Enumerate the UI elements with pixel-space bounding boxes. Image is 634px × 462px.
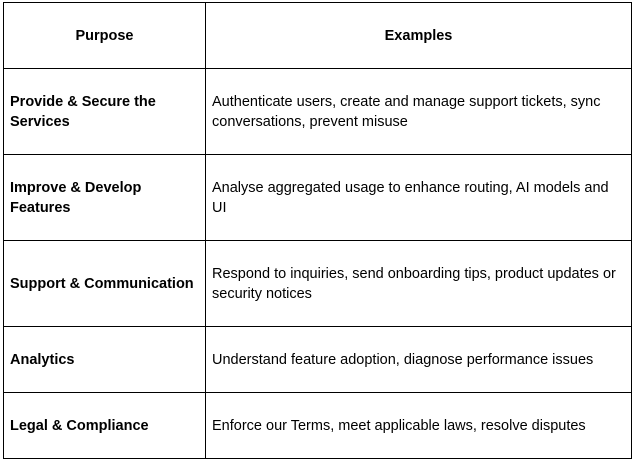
purpose-table [3,2,632,459]
table-row [4,393,632,459]
purpose-cell: Analytics [4,327,206,393]
examples-cell: Authenticate users, create and manage support tickets, sync conversations, prevent misuse [206,69,632,155]
purpose-cell: Legal & Compliance [4,393,206,459]
header-examples: Examples [206,3,632,69]
table-header-row [4,3,632,69]
table-row [4,241,632,327]
table-row [4,327,632,393]
purpose-cell: Support & Communication [4,241,206,327]
examples-cell: Respond to inquiries, send onboarding tips, product updates or security notices [206,241,632,327]
examples-cell: Understand feature adoption, diagnose performance issues [206,327,632,393]
examples-cell: Analyse aggregated usage to enhance routing, AI models and UI [206,155,632,241]
table-row [4,69,632,155]
header-purpose: Purpose [4,3,206,69]
examples-cell: Enforce our Terms, meet applicable laws, resolve disputes [206,393,632,459]
purpose-cell: Improve & Develop Features [4,155,206,241]
purpose-cell: Provide & Secure the Services [4,69,206,155]
table-row [4,155,632,241]
